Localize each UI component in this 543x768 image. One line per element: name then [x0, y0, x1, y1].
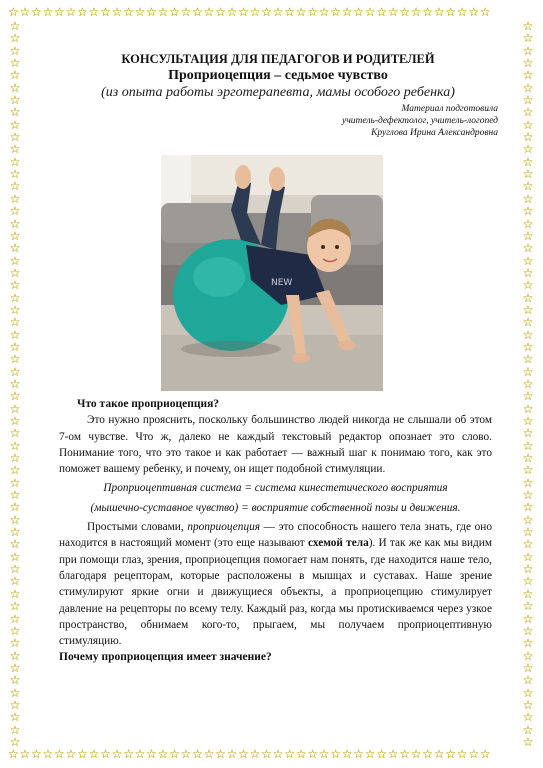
- author-line-3: Круглова Ирина Александровна: [371, 128, 498, 138]
- star-border-top: ☆☆☆☆☆☆☆☆☆☆☆☆☆☆☆☆☆☆☆☆☆☆☆☆☆☆☆☆☆☆☆☆☆☆☆☆☆☆☆☆☆☆: [8, 6, 492, 18]
- para2-start: Простыми словами,: [87, 521, 188, 534]
- section-heading-what-is: Что такое проприоцепция?: [77, 398, 220, 410]
- para2-bold-term: схемой тела: [307, 537, 369, 550]
- star-border-left: ☆☆☆☆☆☆☆☆☆☆☆☆☆☆☆☆☆☆☆☆☆☆☆☆☆☆☆☆☆☆☆☆☆☆☆☆☆☆☆☆☆☆☆☆☆☆☆☆☆☆☆☆☆☆☆☆☆☆☆: [9, 20, 21, 748]
- page-source-note: (из опыта работы эрготерапевта, мамы особого ребенка): [101, 85, 455, 100]
- page-subtitle: Проприоцепция – седьмое чувство: [168, 68, 388, 83]
- paragraph-explanation: [59, 519, 492, 649]
- header-block: [58, 52, 498, 139]
- para2-end: ). И так же как мы видим при помощи глаз, зрения, проприоцепция помогает нам понять, где находится наше тело, благодаря рецепторам, которые расположены в мышцах и суставах. Наше зрение стимулируют яркие огни и движущиеся объекты, а проприоцепцию стимулирует давление на рецепторы по всему телу. Каждый раз, когда мы протискиваемся через узкое пространство, обнимаем кого-то, прыгаем, мы получаем проприоцептивную стимуляцию.: [59, 537, 492, 648]
- star-border-right: ☆☆☆☆☆☆☆☆☆☆☆☆☆☆☆☆☆☆☆☆☆☆☆☆☆☆☆☆☆☆☆☆☆☆☆☆☆☆☆☆☆☆☆☆☆☆☆☆☆☆☆☆☆☆☆☆☆☆☆: [522, 20, 534, 748]
- definition-line-2: (мышечно-суставное чувство) = восприятие собственной позы и движения.: [90, 501, 461, 514]
- para2-emphasis: проприоцепция: [187, 521, 260, 534]
- author-line-1: Материал подготовила: [401, 104, 498, 114]
- author-line-2: учитель-дефектолог, учитель-логопед: [342, 116, 498, 126]
- section-heading-why-matters: Почему проприоцепция имеет значение?: [59, 651, 272, 664]
- child-on-fitness-ball-photo: [161, 155, 383, 391]
- page-title: КОНСУЛЬТАЦИЯ ДЛЯ ПЕДАГОГОВ И РОДИТЕЛЕЙ: [121, 52, 435, 66]
- star-border-bottom: ☆☆☆☆☆☆☆☆☆☆☆☆☆☆☆☆☆☆☆☆☆☆☆☆☆☆☆☆☆☆☆☆☆☆☆☆☆☆☆☆☆☆: [8, 748, 492, 760]
- definition-line-1: Проприоцептивная система = система кинестетического восприятия: [103, 482, 448, 495]
- svg-text:NEW: NEW: [271, 278, 293, 288]
- para2-mid: — это способность нашего тела знать, где оно находится в настоящий момент (это еще называют: [59, 521, 492, 550]
- article-body: [59, 396, 492, 666]
- paragraph-intro: Это нужно прояснить, поскольку большинство людей никогда не слышали об этом 7-ом чувстве. Что ж, далеко не каждый текстовый редактор опознает это слово. Понимание того, что это такое и как работает — важный шаг к понимаю того, как это поможет вашему ребенку, и почему, он ищет подобной стимуляции.: [59, 414, 492, 476]
